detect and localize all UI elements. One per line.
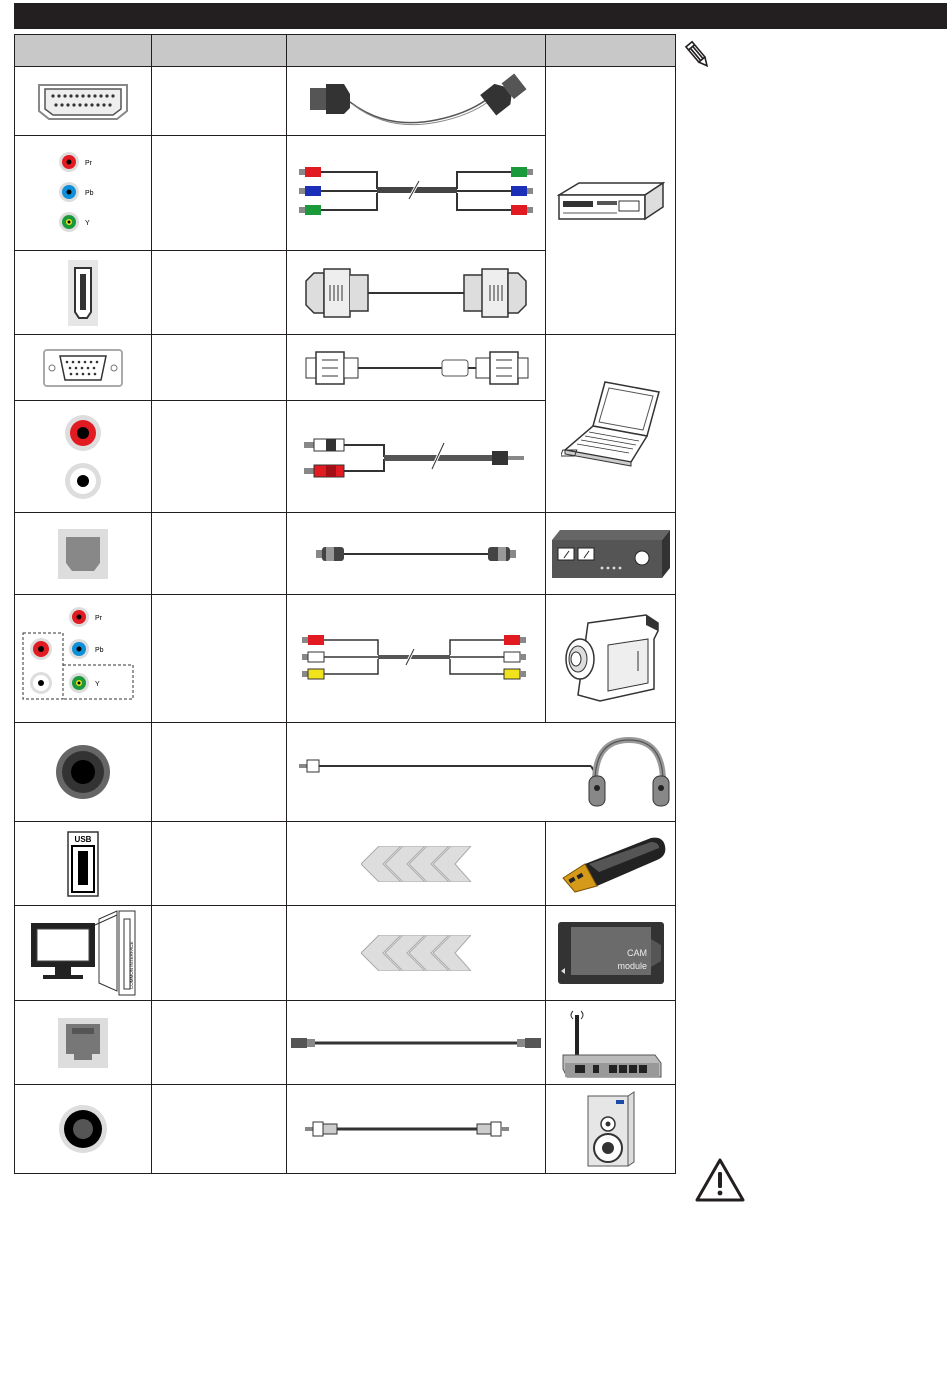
camcorder-icon <box>558 609 664 709</box>
header-cell-cable <box>287 35 546 67</box>
connector-cell <box>15 822 152 906</box>
device-cell <box>546 513 676 595</box>
table-row <box>15 1001 676 1085</box>
laptop-icon <box>561 378 661 470</box>
header-cell-device <box>546 35 676 67</box>
device-cell <box>546 822 676 906</box>
insert-arrows-icon <box>361 846 471 882</box>
optical-cable-icon <box>296 542 536 566</box>
y-label: Y <box>95 680 100 688</box>
scart-port-icon <box>37 81 129 121</box>
header-bar <box>14 3 947 29</box>
cable-cell <box>287 1085 546 1174</box>
type-cell <box>152 595 287 723</box>
cable-cell <box>287 251 546 335</box>
device-cell <box>546 335 676 513</box>
cable-cell <box>287 136 546 251</box>
av-ports-icon <box>21 607 145 711</box>
rca-to-jack-cable-icon <box>296 427 536 487</box>
usb-port-icon <box>67 831 99 897</box>
component-ports-icon <box>43 148 123 238</box>
type-cell <box>152 1001 287 1085</box>
device-cell <box>546 1085 676 1174</box>
vga-cable-icon <box>296 348 536 388</box>
pr-label: Pr <box>85 160 92 167</box>
table-row <box>15 335 676 401</box>
table-row <box>15 906 676 1001</box>
module-label: module <box>616 961 647 971</box>
connector-cell <box>15 1001 152 1085</box>
connection-table <box>14 34 676 1174</box>
type-cell <box>152 906 287 1001</box>
ethernet-port-icon <box>58 1018 108 1068</box>
type-cell <box>152 723 287 822</box>
cable-cell <box>287 906 546 1001</box>
table-row <box>15 822 676 906</box>
scart-cable-icon <box>296 70 536 132</box>
header-cell-type <box>152 35 287 67</box>
hdmi-cable-icon <box>296 267 536 319</box>
connector-cell <box>15 513 152 595</box>
cam-label: CAM <box>626 948 647 958</box>
usb-stick-icon <box>555 834 667 894</box>
vga-port-icon <box>43 349 123 387</box>
av-cable-icon <box>294 631 538 687</box>
table-row <box>15 67 676 136</box>
headphone-cable-icon <box>291 732 671 812</box>
hdmi-port-icon <box>68 260 98 326</box>
table-header <box>15 35 676 67</box>
cam-module-icon <box>557 921 665 985</box>
device-cell <box>546 595 676 723</box>
connector-cell <box>15 723 152 822</box>
audio-rca-ports-icon <box>58 409 108 505</box>
pencil-note-icon <box>683 40 713 70</box>
type-cell <box>152 401 287 513</box>
device-cell <box>546 906 676 1001</box>
connector-cell <box>15 335 152 401</box>
type-cell <box>152 513 287 595</box>
usb-label: USB <box>74 834 92 844</box>
pb-label: Pb <box>85 190 94 197</box>
table-row <box>15 595 676 723</box>
device-cell <box>546 1001 676 1085</box>
cable-cell <box>287 67 546 136</box>
pr-label: Pr <box>95 614 102 622</box>
type-cell <box>152 822 287 906</box>
insert-arrows-icon <box>361 935 471 971</box>
table-row <box>15 513 676 595</box>
connector-cell <box>15 401 152 513</box>
optical-port-icon <box>58 529 108 579</box>
connector-cell <box>15 1085 152 1174</box>
cable-cell <box>287 595 546 723</box>
amplifier-icon <box>550 528 672 580</box>
connector-cell <box>15 67 152 136</box>
coaxial-port-icon <box>58 1104 108 1154</box>
type-cell <box>152 67 287 136</box>
headphone-jack-icon <box>55 744 111 800</box>
device-cell <box>546 67 676 335</box>
y-label: Y <box>85 220 90 227</box>
cable-cell <box>287 401 546 513</box>
table-row <box>15 1085 676 1174</box>
table-row <box>15 723 676 822</box>
connector-cell <box>15 136 152 251</box>
cable-cell <box>287 1001 546 1085</box>
warning-icon <box>694 1157 746 1203</box>
cable-cell <box>287 513 546 595</box>
subwoofer-icon <box>586 1090 636 1168</box>
connector-cell <box>15 595 152 723</box>
ci-slot-icon <box>27 909 139 997</box>
common-interface-label: COMMON INTERFACE <box>129 941 134 989</box>
cable-cell <box>287 723 676 822</box>
pb-label: Pb <box>95 646 104 654</box>
component-cable-icon <box>291 163 541 223</box>
router-icon <box>559 1007 663 1079</box>
type-cell <box>152 335 287 401</box>
type-cell <box>152 136 287 251</box>
connector-cell <box>15 906 152 1001</box>
type-cell <box>152 251 287 335</box>
dvd-player-icon <box>557 179 665 223</box>
cable-cell <box>287 335 546 401</box>
type-cell <box>152 1085 287 1174</box>
cable-cell <box>287 822 546 906</box>
connector-cell <box>15 251 152 335</box>
ethernet-cable-icon <box>289 1033 543 1053</box>
coaxial-cable-icon <box>301 1116 531 1142</box>
header-cell-connector <box>15 35 152 67</box>
